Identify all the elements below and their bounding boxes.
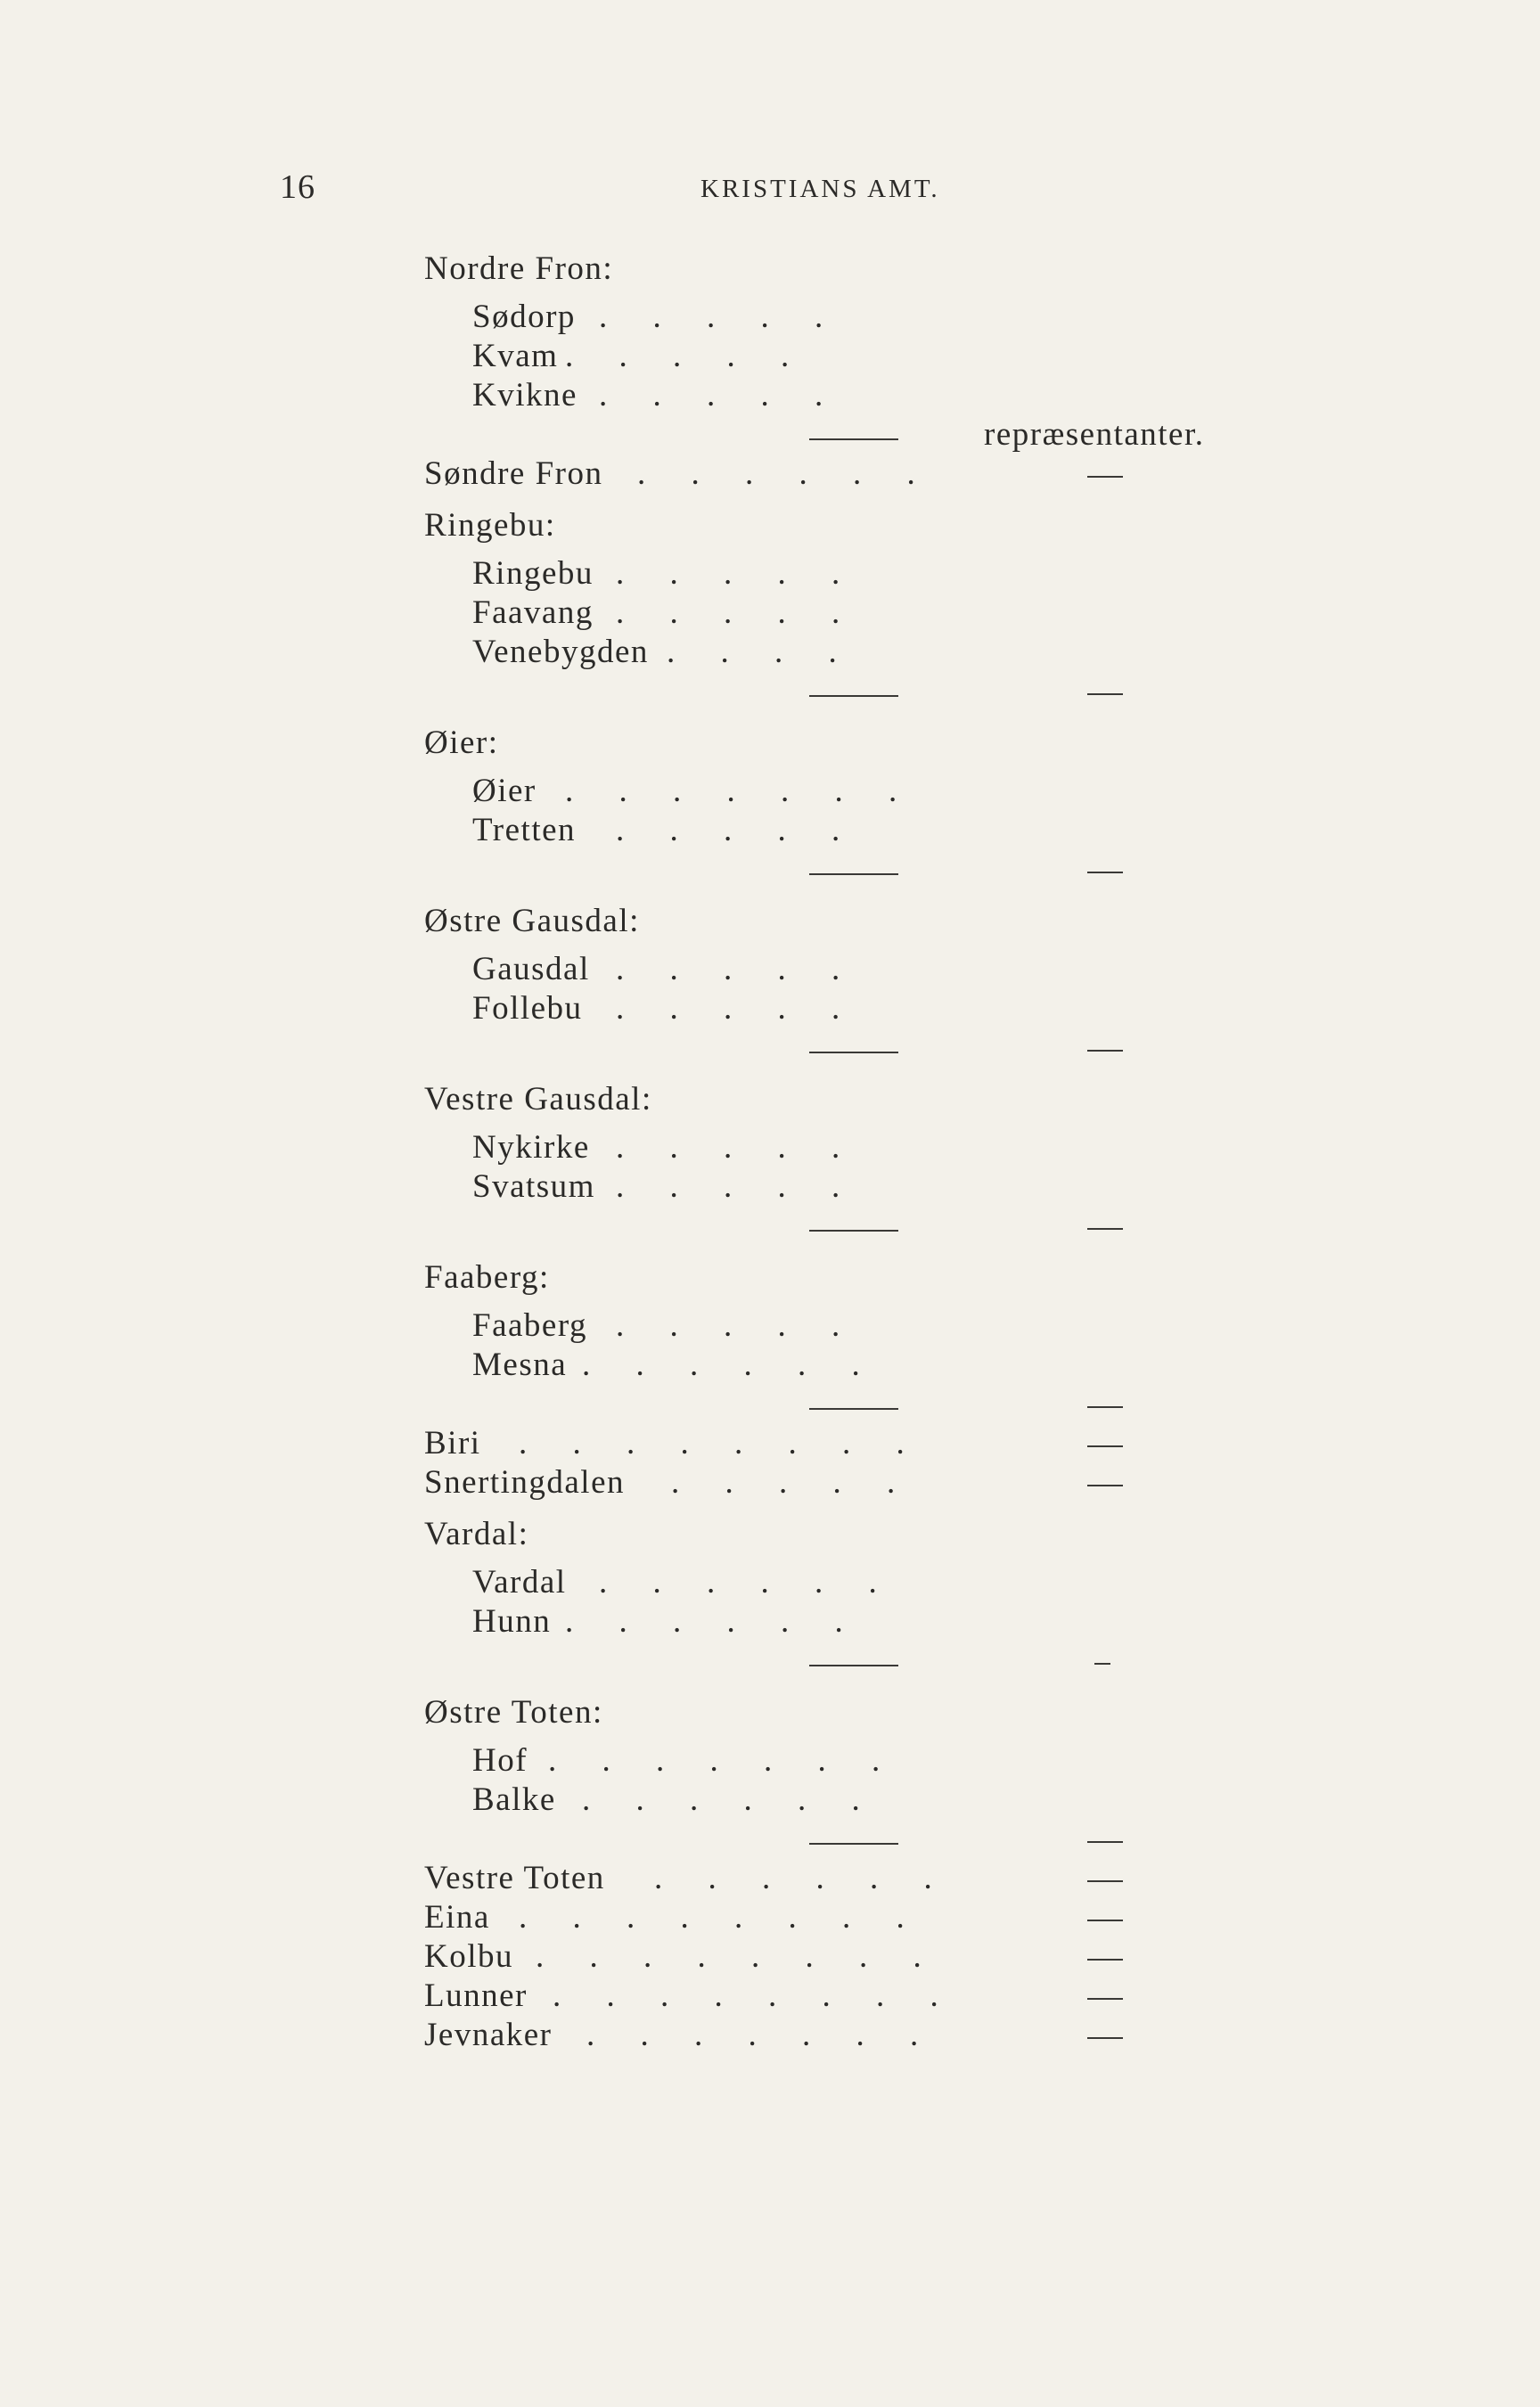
parish-name: Vardal	[472, 1564, 567, 1601]
sum-rule	[809, 1665, 898, 1666]
ditto-mark	[1087, 1228, 1123, 1230]
municipality-name: Vestre Toten	[424, 1860, 605, 1896]
municipality-name: Biri	[424, 1425, 481, 1461]
parish-name: Faavang	[472, 594, 594, 631]
municipality-heading: Vestre Gausdal:	[424, 1081, 652, 1118]
dot-leader: . . . . .	[599, 377, 842, 413]
dot-leader: . . . . .	[616, 1129, 859, 1166]
dot-leader: . . . . . . .	[548, 1742, 899, 1779]
dot-leader: . . . . .	[616, 951, 859, 987]
dot-leader: . . . . . .	[599, 1564, 896, 1601]
municipality-heading: Øier:	[424, 725, 499, 761]
dot-leader: . . . . .	[599, 299, 842, 335]
dot-leader: . . . . .	[616, 1168, 859, 1205]
municipality-heading: Vardal:	[424, 1516, 529, 1552]
ditto-mark	[1087, 693, 1123, 695]
dot-leader: . . . .	[667, 634, 856, 670]
parish-name: Mesna	[472, 1347, 568, 1383]
municipality-heading: Ringebu:	[424, 507, 556, 544]
ditto-mark	[1087, 476, 1123, 478]
sum-rule	[809, 1230, 898, 1232]
dot-leader: . . . . . . .	[586, 2017, 938, 2053]
municipality-name: Jevnaker	[424, 2017, 553, 2053]
ditto-mark	[1087, 1406, 1123, 1408]
parish-name: Tretten	[472, 812, 577, 848]
ditto-mark	[1087, 1050, 1123, 1052]
sum-rule	[809, 873, 898, 875]
dot-leader: . . . . . . . .	[553, 1977, 957, 2014]
parish-name: Venebygden	[472, 634, 649, 670]
dot-leader: . . . . . .	[582, 1781, 879, 1818]
ditto-mark	[1087, 1880, 1123, 1882]
sum-rule	[809, 438, 898, 440]
parish-name: Faaberg	[472, 1307, 587, 1344]
dot-leader: . . . . . .	[654, 1860, 951, 1896]
parish-name: Gausdal	[472, 951, 590, 987]
dot-leader: . . . . .	[616, 1307, 859, 1344]
parish-name: Ringebu	[472, 555, 594, 592]
municipality-heading: Nordre Fron:	[424, 250, 614, 287]
municipality-heading: Faaberg:	[424, 1259, 550, 1296]
ditto-mark	[1094, 1663, 1110, 1665]
dot-leader: . . . . . .	[582, 1347, 879, 1383]
municipality-name: Lunner	[424, 1977, 528, 2014]
parish-name: Balke	[472, 1781, 556, 1818]
dot-leader: . . . . . . .	[565, 773, 916, 809]
dot-leader: . . . . .	[616, 594, 859, 631]
page-number: 16	[280, 168, 315, 206]
sum-rule	[809, 1052, 898, 1053]
dot-leader: . . . . . .	[637, 455, 934, 492]
sum-rule	[809, 1843, 898, 1845]
ditto-mark	[1087, 1841, 1123, 1843]
sum-rule	[809, 695, 898, 697]
ditto-mark	[1087, 1959, 1123, 1961]
ditto-mark	[1087, 1445, 1123, 1447]
dot-leader: . . . . . . . .	[519, 1899, 923, 1936]
parish-name: Øier	[472, 773, 537, 809]
ditto-mark	[1087, 1920, 1123, 1921]
ditto-mark	[1087, 1998, 1123, 2000]
parish-name: Kvikne	[472, 377, 578, 413]
running-head: KRISTIANS AMT.	[700, 175, 940, 203]
municipality-heading: Østre Toten:	[424, 1694, 603, 1731]
dot-leader: . . . . . . . .	[519, 1425, 923, 1461]
municipality-name: Kolbu	[424, 1938, 513, 1975]
ditto-mark	[1087, 1485, 1123, 1486]
parish-name: Kvam	[472, 338, 559, 374]
unit-label: repræsentanter.	[984, 416, 1205, 453]
dot-leader: . . . . .	[671, 1464, 914, 1501]
dot-leader: . . . . . . . .	[536, 1938, 940, 1975]
municipality-name: Søndre Fron	[424, 455, 603, 492]
parish-name: Sødorp	[472, 299, 576, 335]
parish-name: Hunn	[472, 1603, 552, 1640]
municipality-heading: Østre Gausdal:	[424, 903, 640, 939]
dot-leader: . . . . .	[616, 812, 859, 848]
parish-name: Nykirke	[472, 1129, 590, 1166]
dot-leader: . . . . .	[565, 338, 808, 374]
municipality-name: Eina	[424, 1899, 490, 1936]
ditto-mark	[1087, 2037, 1123, 2039]
sum-rule	[809, 1408, 898, 1410]
dot-leader: . . . . .	[616, 990, 859, 1027]
ditto-mark	[1087, 872, 1123, 873]
parish-name: Hof	[472, 1742, 528, 1779]
parish-name: Follebu	[472, 990, 583, 1027]
parish-name: Svatsum	[472, 1168, 595, 1205]
dot-leader: . . . . .	[616, 555, 859, 592]
municipality-name: Snertingdalen	[424, 1464, 626, 1501]
dot-leader: . . . . . .	[565, 1603, 862, 1640]
